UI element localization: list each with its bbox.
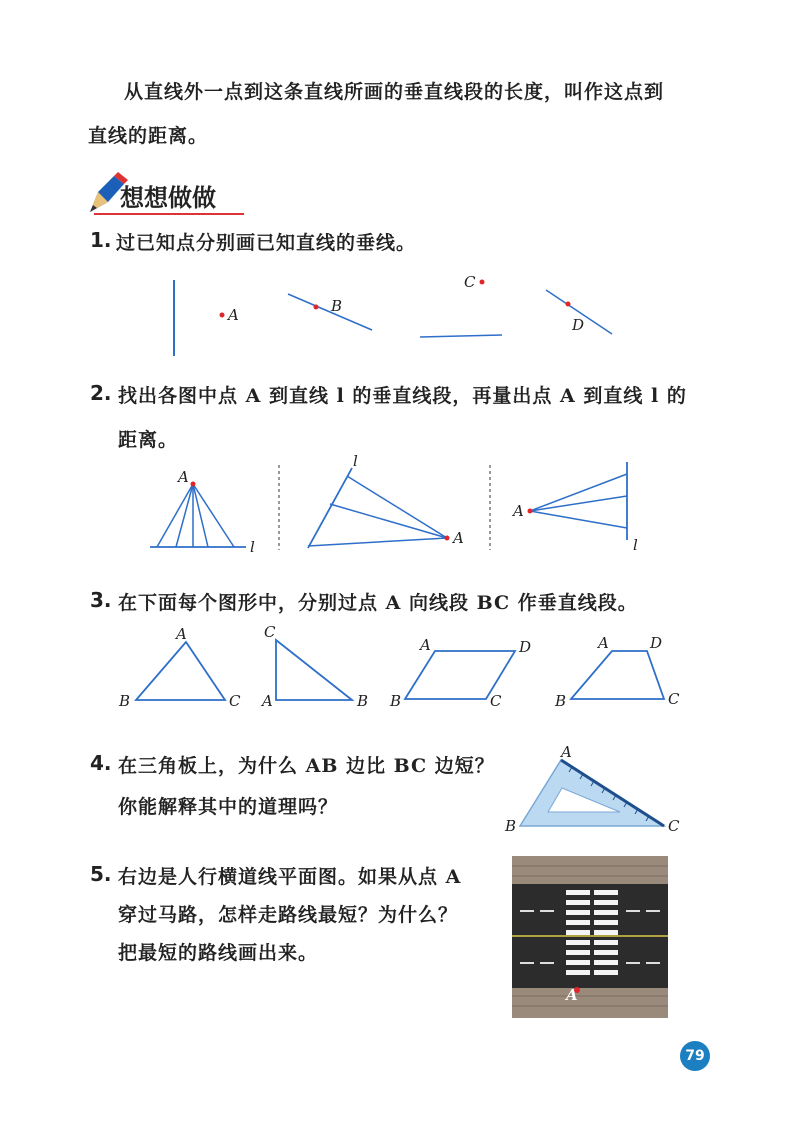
q1-figure-4 xyxy=(546,290,612,334)
q2-figure-3 xyxy=(511,462,638,554)
label-A: A xyxy=(561,743,572,761)
label-D: D xyxy=(572,316,585,334)
q4-text-line-2: 你能解释其中的道理吗？ xyxy=(118,796,339,818)
q4-text-line-1: 在三角板上，为什么 AB 边比 BC 边短？ xyxy=(118,755,495,777)
q5-text-line-3: 把最短的路线画出来。 xyxy=(118,942,319,964)
label-B: B xyxy=(357,692,369,710)
label-A: A xyxy=(513,502,524,520)
q1-text: 过已知点分别画已知直线的垂线。 xyxy=(116,232,417,254)
q2-figure-2 xyxy=(308,452,464,548)
label-A: A xyxy=(598,634,609,652)
label-A: A xyxy=(176,625,187,643)
label-l: l xyxy=(250,538,255,556)
label-C: C xyxy=(229,692,241,710)
q3-trapezoid xyxy=(554,634,680,710)
q1-figure-3 xyxy=(420,273,502,337)
label-D: D xyxy=(519,638,532,656)
label-C: C xyxy=(668,817,680,835)
q5-text-line-1: 右边是人行横道线平面图。如果从点 A xyxy=(118,866,462,888)
label-B: B xyxy=(331,297,343,315)
q2-text-line-2: 距离。 xyxy=(118,429,179,451)
q2-figure-1 xyxy=(150,468,255,556)
label-A: A xyxy=(420,636,431,654)
crosswalk-plan xyxy=(512,856,668,1018)
q5-number: 5. xyxy=(90,862,112,886)
label-C: C xyxy=(464,273,476,291)
q3-right-triangle xyxy=(260,623,368,710)
label-A: A xyxy=(178,468,189,486)
definition-line-2: 直线的距离。 xyxy=(88,125,209,147)
q1-figure-2 xyxy=(288,294,372,330)
label-B: B xyxy=(555,692,567,710)
label-A: A xyxy=(228,306,239,324)
q4-number: 4. xyxy=(90,751,112,775)
q1-number: 1. xyxy=(90,228,112,252)
q1-figure-1 xyxy=(174,280,239,356)
label-B: B xyxy=(505,817,517,835)
q2-text-line-1: 找出各图中点 A 到直线 l 的垂直线段，再量出点 A 到直线 l 的 xyxy=(118,385,687,407)
q2-number: 2. xyxy=(90,381,112,405)
q3-parallelogram xyxy=(389,636,531,710)
label-C: C xyxy=(668,690,680,708)
label-A: A xyxy=(566,986,578,1004)
q5-text-line-2: 穿过马路，怎样走路线最短？为什么？ xyxy=(118,904,459,926)
label-B: B xyxy=(390,692,402,710)
label-B: B xyxy=(119,692,131,710)
page-number: 79 xyxy=(680,1041,710,1071)
label-A: A xyxy=(262,692,273,710)
label-C: C xyxy=(264,623,276,641)
label-l: l xyxy=(353,452,358,470)
q3-triangle-1 xyxy=(118,625,241,710)
set-square xyxy=(504,743,680,835)
label-l: l xyxy=(633,536,638,554)
label-A: A xyxy=(453,529,464,547)
q3-number: 3. xyxy=(90,588,112,612)
label-C: C xyxy=(490,692,502,710)
label-D: D xyxy=(650,634,663,652)
section-title: 想想做做 xyxy=(120,184,216,212)
definition-line-1: 从直线外一点到这条直线所画的垂直线段的长度，叫作这点到 xyxy=(124,81,665,103)
q3-text: 在下面每个图形中，分别过点 A 向线段 BC 作垂直线段。 xyxy=(118,592,638,614)
